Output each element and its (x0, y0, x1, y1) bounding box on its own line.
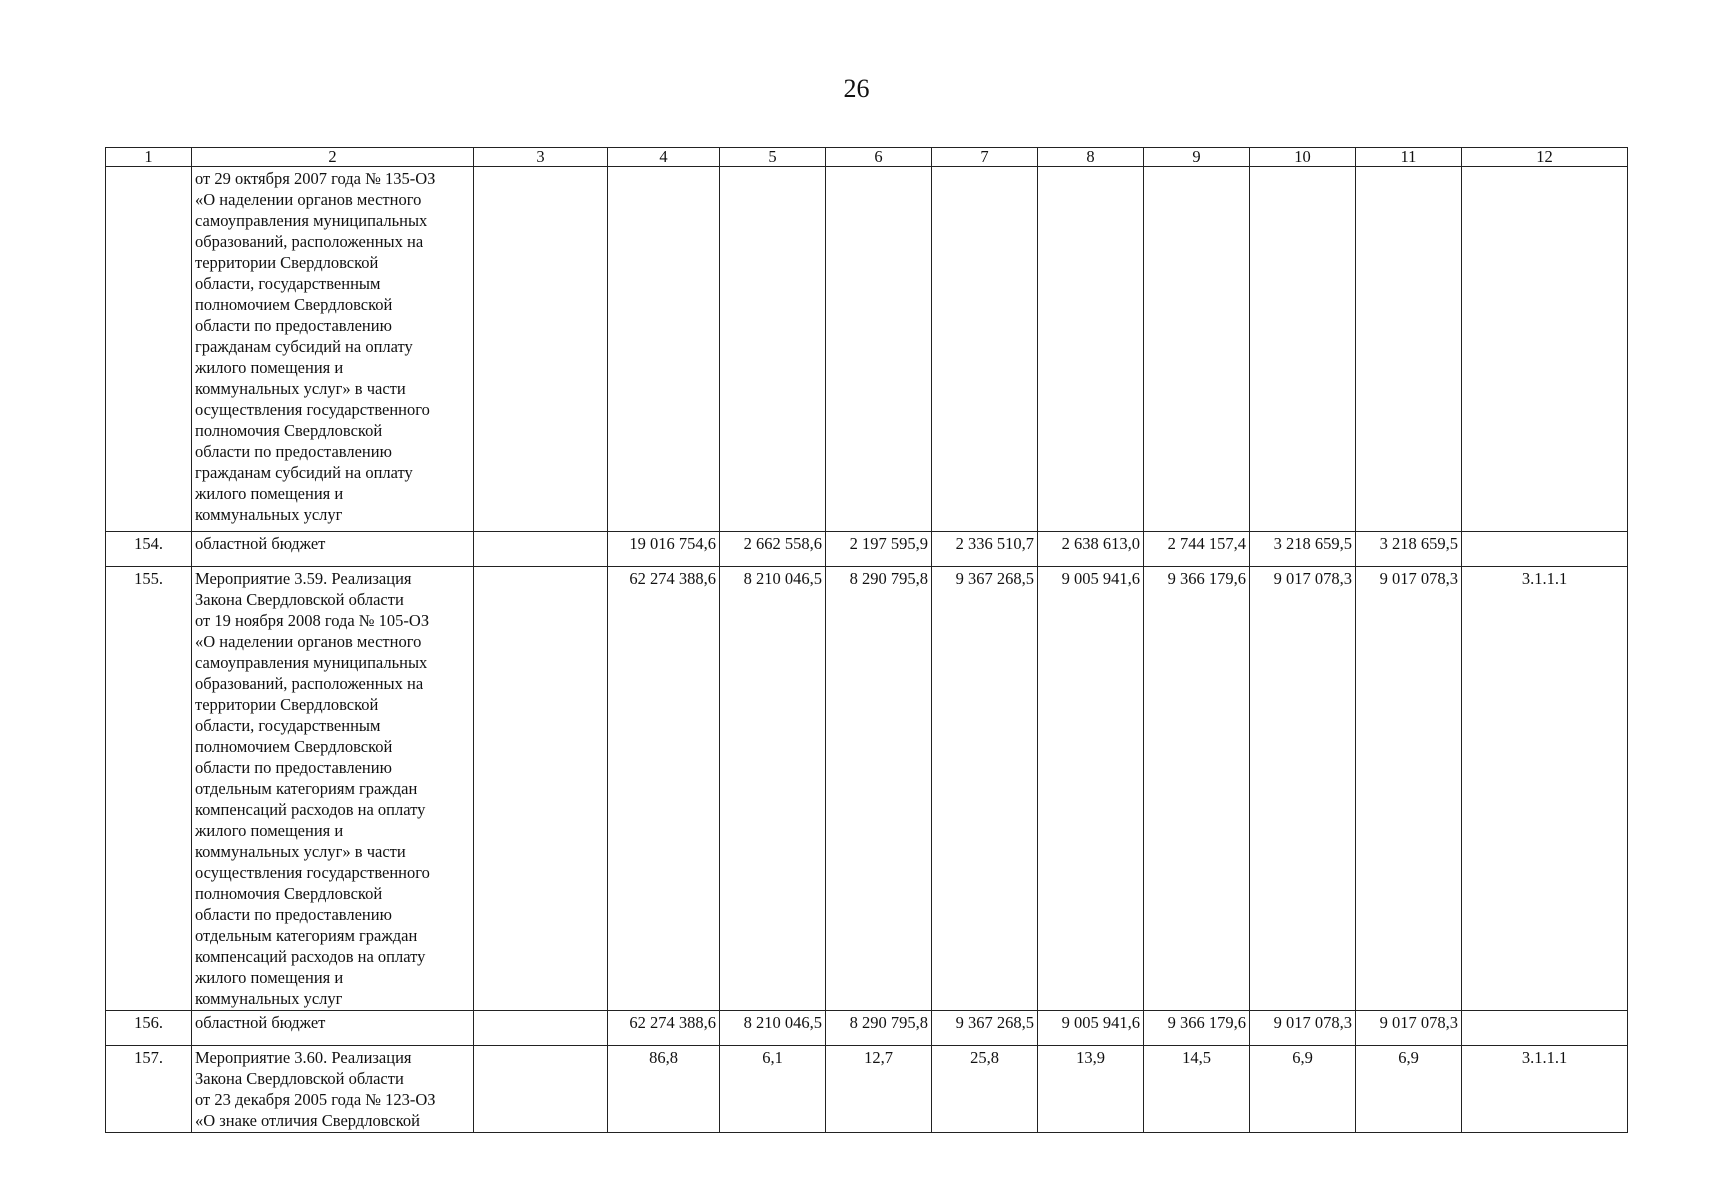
target-code (1462, 532, 1628, 567)
value-cell: 8 210 046,5 (720, 567, 826, 1011)
value-cell (826, 167, 932, 532)
row-col3 (474, 167, 608, 532)
header-cell: 10 (1250, 148, 1356, 167)
value-cell: 12,7 (826, 1046, 932, 1133)
value-cell (1038, 167, 1144, 532)
header-cell: 12 (1462, 148, 1628, 167)
header-cell: 8 (1038, 148, 1144, 167)
table-row (106, 167, 1628, 532)
value-cell: 9 366 179,6 (1144, 567, 1250, 1011)
row-index: 154. (106, 532, 192, 567)
value-cell: 86,8 (608, 1046, 720, 1133)
target-code (1462, 1011, 1628, 1046)
table-row (106, 1046, 1628, 1133)
value-cell: 62 274 388,6 (608, 1011, 720, 1046)
row-index: 156. (106, 1011, 192, 1046)
value-cell: 9 005 941,6 (1038, 567, 1144, 1011)
header-cell: 4 (608, 148, 720, 167)
row-index: 155. (106, 567, 192, 1011)
row-index (106, 167, 192, 532)
header-cell: 7 (932, 148, 1038, 167)
row-description: областной бюджет (192, 1011, 474, 1046)
value-cell: 3 218 659,5 (1250, 532, 1356, 567)
value-cell: 14,5 (1144, 1046, 1250, 1133)
value-cell: 19 016 754,6 (608, 532, 720, 567)
row-description: Мероприятие 3.60. Реализация Закона Свердловской области от 23 декабря 2005 года № 123-ОЗ «О знаке отличия Свердловской (192, 1046, 474, 1133)
row-description: от 29 октября 2007 года № 135-ОЗ «О наделении органов местного самоуправления муниципальных образований, расположенных на территории Свердловской области, государственным полномочием Свердловской области по предоставлению гражданам субсидий на оплату жилого помещения и коммунальных услуг» в части осуществления государственного полномочия Свердловской области по предоставлению гражданам субсидий на оплату жилого помещения и коммунальных услуг (192, 167, 474, 532)
value-cell (1356, 167, 1462, 532)
value-cell (1144, 167, 1250, 532)
value-cell: 25,8 (932, 1046, 1038, 1133)
target-code (1462, 167, 1628, 532)
target-code: 3.1.1.1 (1462, 1046, 1628, 1133)
value-cell: 8 290 795,8 (826, 567, 932, 1011)
value-cell: 6,9 (1250, 1046, 1356, 1133)
table-row (106, 1011, 1628, 1046)
value-cell: 9 017 078,3 (1250, 567, 1356, 1011)
value-cell: 9 366 179,6 (1144, 1011, 1250, 1046)
table-row (106, 532, 1628, 567)
value-cell: 13,9 (1038, 1046, 1144, 1133)
row-index: 157. (106, 1046, 192, 1133)
value-cell: 9 367 268,5 (932, 1011, 1038, 1046)
header-cell: 3 (474, 148, 608, 167)
value-cell: 2 336 510,7 (932, 532, 1038, 567)
value-cell: 2 638 613,0 (1038, 532, 1144, 567)
column-number-row (106, 148, 1628, 167)
target-code: 3.1.1.1 (1462, 567, 1628, 1011)
row-description: областной бюджет (192, 532, 474, 567)
value-cell: 2 197 595,9 (826, 532, 932, 567)
value-cell: 9 017 078,3 (1356, 1011, 1462, 1046)
value-cell: 9 017 078,3 (1356, 567, 1462, 1011)
header-cell: 6 (826, 148, 932, 167)
header-cell: 9 (1144, 148, 1250, 167)
header-cell: 5 (720, 148, 826, 167)
header-cell: 1 (106, 148, 192, 167)
row-col3 (474, 1046, 608, 1133)
value-cell: 2 662 558,6 (720, 532, 826, 567)
header-cell: 11 (1356, 148, 1462, 167)
value-cell: 3 218 659,5 (1356, 532, 1462, 567)
value-cell: 9 005 941,6 (1038, 1011, 1144, 1046)
row-description: Мероприятие 3.59. Реализация Закона Свердловской области от 19 ноября 2008 года № 105-ОЗ «О наделении органов местного самоуправления муниципальных образований, расположенных на территории Свердловской области, государственным полномочием Свердловской области по предоставлению отдельным категориям граждан компенсаций расходов на оплату жилого помещения и коммунальных услуг» в части осуществления государственного полномочия Свердловской области по предоставлению отдельным категориям граждан компенсаций расходов на оплату жилого помещения и коммунальных услуг (192, 567, 474, 1011)
row-col3 (474, 1011, 608, 1046)
value-cell: 2 744 157,4 (1144, 532, 1250, 567)
page-number: 26 (843, 74, 870, 103)
value-cell: 9 017 078,3 (1250, 1011, 1356, 1046)
value-cell: 6,1 (720, 1046, 826, 1133)
value-cell: 6,9 (1356, 1046, 1462, 1133)
value-cell (720, 167, 826, 532)
header-cell: 2 (192, 148, 474, 167)
value-cell: 8 290 795,8 (826, 1011, 932, 1046)
program-table (105, 147, 1628, 1133)
value-cell: 9 367 268,5 (932, 567, 1038, 1011)
table-row (106, 567, 1628, 1011)
value-cell: 62 274 388,6 (608, 567, 720, 1011)
value-cell: 8 210 046,5 (720, 1011, 826, 1046)
value-cell (932, 167, 1038, 532)
row-col3 (474, 567, 608, 1011)
value-cell (608, 167, 720, 532)
value-cell (1250, 167, 1356, 532)
row-col3 (474, 532, 608, 567)
